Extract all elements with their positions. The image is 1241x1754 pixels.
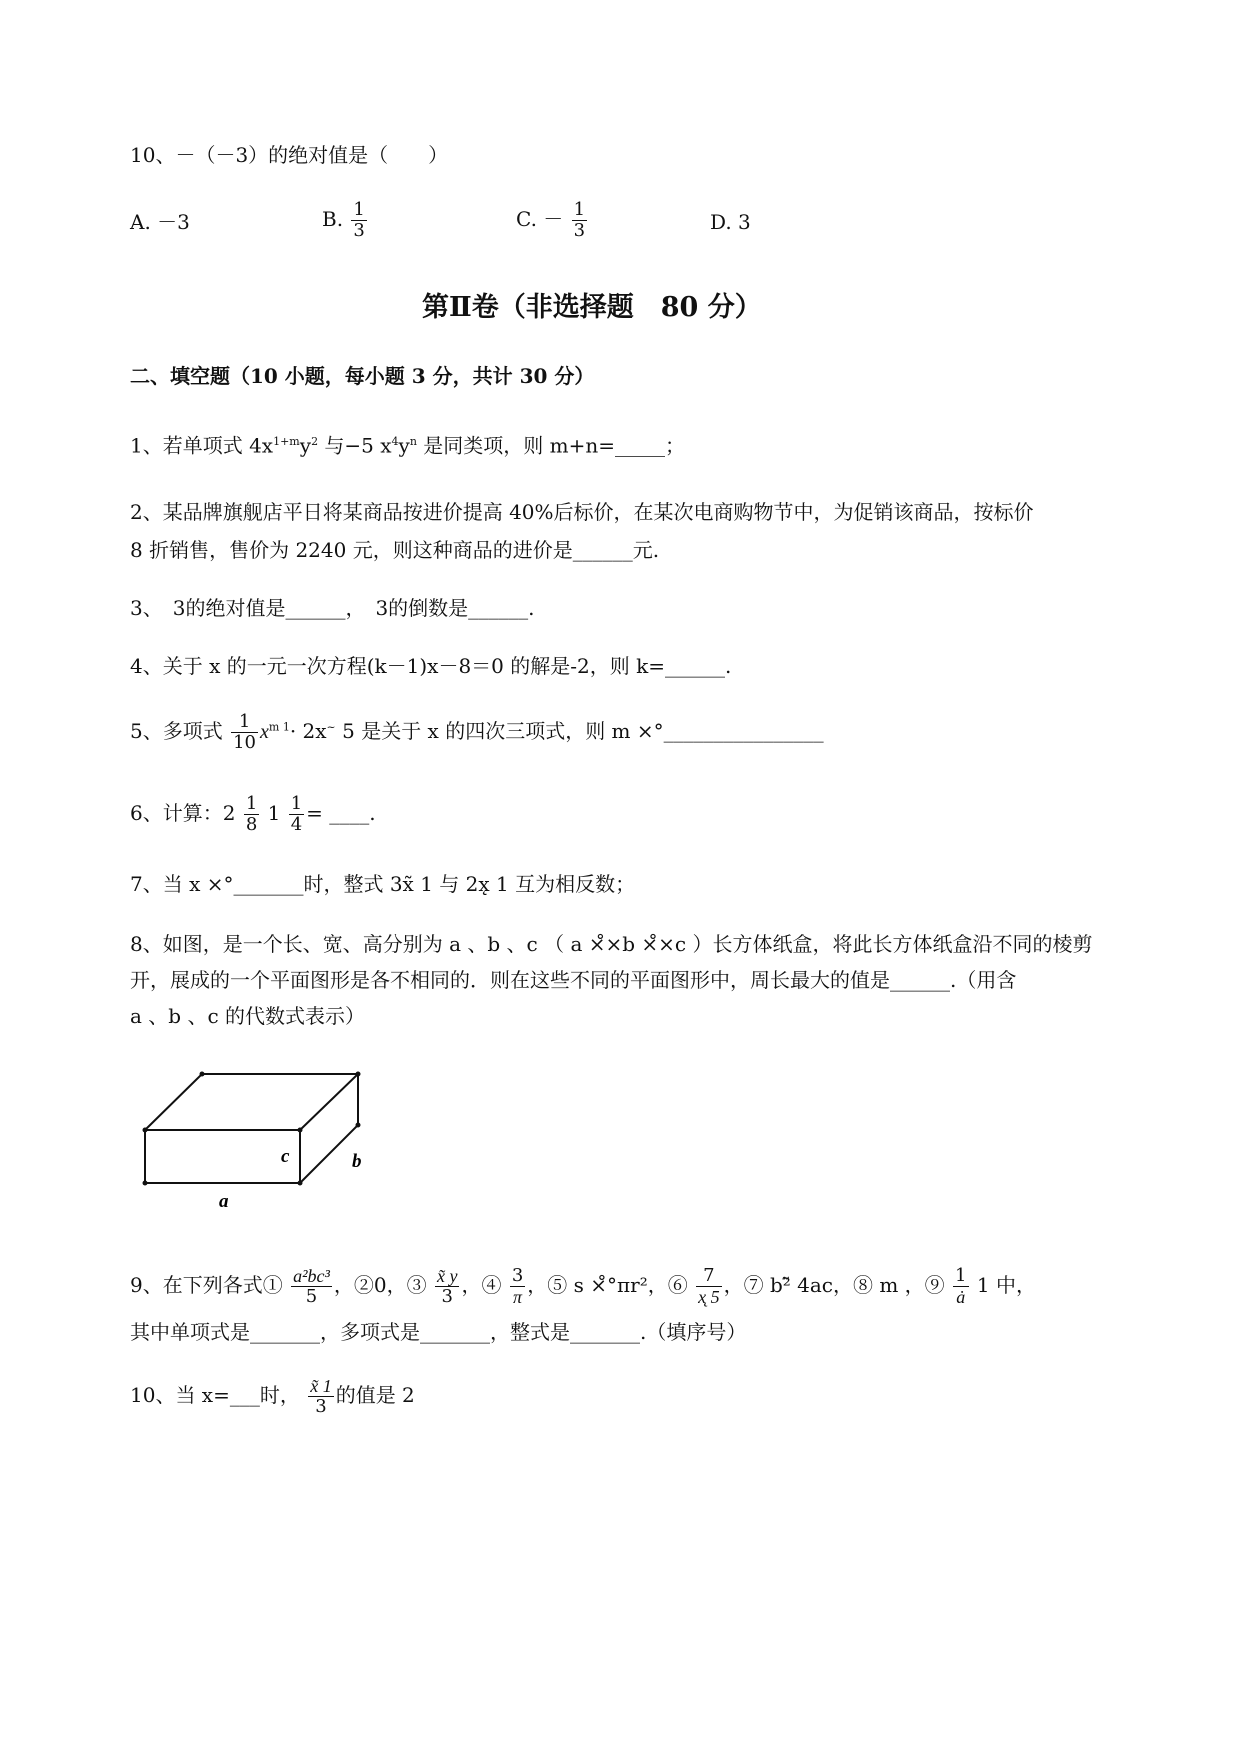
q5-text-mid: · 2x — [289, 719, 327, 743]
q6-text-pre: 6、计算：2 — [130, 801, 236, 825]
q5-text-post: 5 是关于 x 的四次三项式，则 m ×°________________ — [335, 719, 824, 743]
q5-exp: m 1 — [268, 720, 290, 734]
q5-text-pre: 5、多项式 — [130, 719, 223, 743]
fraction-numerator: 1 — [353, 199, 365, 220]
question-3: 3、 3的绝对值是______， 3的倒数是______. — [130, 596, 535, 620]
fraction-numerator: x̃ 1 — [310, 1376, 332, 1396]
question-6 — [130, 794, 376, 835]
section-2-heading: 二、填空题（10 小题，每小题 3 分，共计 30 分） — [130, 364, 595, 388]
option-d: D. 3 — [710, 210, 751, 234]
q9-fraction-3 — [435, 1266, 459, 1307]
fraction-denominator: ȧ — [953, 1286, 968, 1307]
question-10-bottom — [130, 1376, 415, 1417]
q9-fraction-6 — [696, 1266, 722, 1307]
q6-fraction-1 — [244, 794, 259, 835]
box-front-face — [145, 1130, 300, 1183]
q9-text-5: ，⑤ s ×̊°πr²，⑥ — [527, 1273, 688, 1297]
q9-fraction-4 — [510, 1266, 525, 1307]
q10-fraction — [308, 1376, 334, 1417]
q1-text-pre: 1、若单项式 4x — [130, 433, 274, 458]
q9-text-pre: 9、在下列各式① — [130, 1273, 283, 1297]
q9-fraction-9 — [953, 1266, 968, 1307]
question-1 — [130, 428, 685, 460]
question-8-line-2: 开，展成的一个平面图形是各不相同的．则在这些不同的平面图形中，周长最大的值是______.（用含 — [130, 968, 1017, 992]
fraction-denominator: 8 — [245, 814, 258, 835]
q6-text-mid: 1 — [261, 801, 281, 825]
fraction-denominator: 3 — [435, 1286, 459, 1307]
fraction-denominator: 3 — [353, 220, 365, 241]
fraction-denominator: 10 — [233, 732, 256, 753]
q1-exp-1: 1+m — [273, 435, 300, 448]
option-c — [516, 200, 589, 241]
q10-text-pre: 10、当 x=___时， — [130, 1383, 300, 1407]
option-a: A. －3 — [130, 210, 190, 234]
q10-text-post: 的值是 2 — [335, 1383, 415, 1407]
fraction-numerator: x̃ y — [436, 1266, 458, 1286]
fraction-denominator: 4 — [290, 814, 303, 835]
fraction-numerator: 1 — [573, 199, 586, 220]
option-b-fraction — [351, 200, 366, 241]
q5-var-x: x — [260, 721, 269, 743]
q5-fraction — [231, 712, 258, 753]
box-label-a: a — [219, 1191, 229, 1212]
q9-text-4: ，④ — [461, 1273, 502, 1297]
option-b-prefix: B. — [322, 207, 344, 231]
question-4: 4、关于 x 的一元一次方程(k－1)x－8＝0 的解是-2，则 k=______. — [130, 654, 732, 678]
question-8-line-3: a 、b 、c 的代数式表示） — [130, 1004, 365, 1028]
fraction-denominator: 3 — [308, 1396, 334, 1417]
q1-exp-2: 2 — [311, 435, 319, 448]
q9-text-2: ，②0，③ — [333, 1273, 427, 1297]
question-8-line-1: 8、如图，是一个长、宽、高分别为 a 、b 、c （ a ×̊×b ×̊×c ）长方体纸盒，将此长方体纸盒沿不同的棱剪 — [130, 932, 1093, 956]
fraction-numerator: 1 — [245, 793, 258, 814]
question-5 — [130, 712, 824, 753]
option-b — [322, 200, 369, 241]
q1-text-y: y — [299, 433, 312, 458]
fraction-numerator: 7 — [703, 1265, 715, 1286]
option-c-fraction — [572, 200, 587, 241]
fraction-numerator: a²bc³ — [293, 1266, 330, 1286]
box-figure — [130, 1065, 380, 1225]
part-2-title: 第Ⅱ卷（非选择题 80 分） — [422, 292, 762, 323]
fraction-denominator: x̨ 5 — [698, 1287, 720, 1307]
q5-exp-2: ~ — [326, 720, 336, 734]
q6-text-post: = ____. — [306, 801, 376, 825]
box-top-face — [145, 1074, 358, 1130]
fraction-denominator: 3 — [573, 220, 586, 241]
fraction-denominator: 5 — [291, 1286, 332, 1307]
q1-text-post: 是同类项，则 m+n=_____； — [416, 433, 686, 458]
q1-exp-4: n — [409, 435, 417, 448]
option-c-prefix: C. － — [516, 207, 564, 231]
fraction-numerator: 3 — [511, 1265, 524, 1286]
fraction-denominator: π — [510, 1286, 525, 1307]
box-label-b: b — [352, 1151, 362, 1172]
q1-text-mid: 与−5 x — [318, 433, 392, 458]
question-9-line-1 — [130, 1266, 1036, 1307]
fraction-numerator: 1 — [290, 793, 303, 814]
fraction-numerator: 1 — [238, 711, 251, 732]
q1-exp-3: 4 — [391, 435, 399, 448]
question-2-line-1: 2、某品牌旗舰店平日将某商品按进价提高 40%后标价，在某次电商购物节中，为促销该商品，按标价 — [130, 500, 1034, 524]
question-2-line-2: 8 折销售，售价为 2240 元，则这种商品的进价是______元. — [130, 538, 660, 562]
q1-text-y2: y — [398, 433, 410, 458]
question-10-top: 10、－（－3）的绝对值是（ ） — [130, 143, 449, 167]
q9-text-7: ，⑦ b²̃ 4ac，⑧ m ，⑨ — [723, 1273, 945, 1297]
q6-fraction-2 — [289, 794, 304, 835]
fraction-numerator: 1 — [955, 1265, 967, 1286]
box-label-c: c — [281, 1146, 290, 1167]
q9-fraction-1 — [291, 1266, 332, 1307]
q9-text-post: 1 中， — [970, 1273, 1036, 1297]
box-side-edges — [300, 1074, 358, 1183]
question-9-line-2: 其中单项式是_______，多项式是_______，整式是_______.（填序号） — [130, 1320, 747, 1344]
question-7: 7、当 x ×°_______时，整式 3x̃ 1 与 2x̨ 1 互为相反数； — [130, 872, 636, 896]
